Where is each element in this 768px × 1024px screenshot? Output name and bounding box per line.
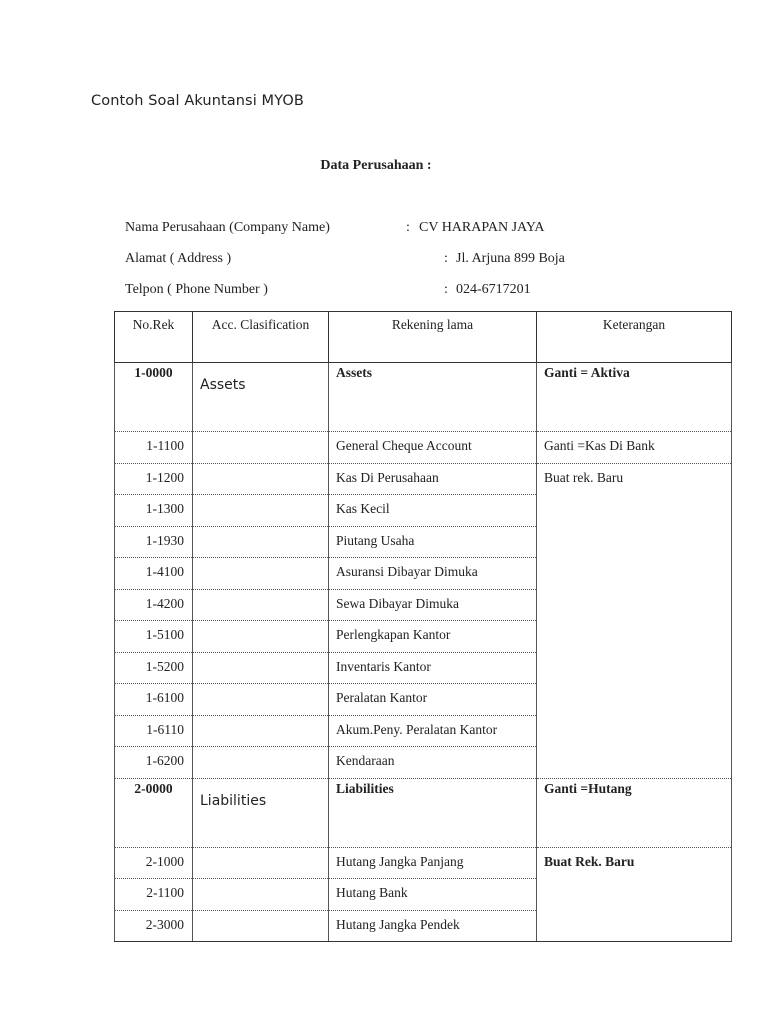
account-note: Ganti =Kas Di Bank [537, 432, 732, 464]
company-name-value: CV HARAPAN JAYA [419, 220, 545, 235]
account-old-name: Perlengkapan Kantor [329, 621, 537, 653]
header-no-rek: No.Rek [115, 312, 193, 363]
header-keterangan: Keterangan [537, 312, 732, 363]
account-old-name: Hutang Bank [329, 879, 537, 911]
table-row [115, 589, 732, 621]
account-classification [193, 621, 329, 653]
account-old-name: Hutang Jangka Pendek [329, 910, 537, 942]
account-classification [193, 558, 329, 590]
company-address-value: Jl. Arjuna 899 Boja [456, 251, 565, 266]
account-old-name: Asuransi Dibayar Dimuka [329, 558, 537, 590]
table-row [115, 715, 732, 747]
account-note [537, 621, 732, 653]
account-old-name: Kas Di Perusahaan [329, 463, 537, 495]
account-number: 1-1930 [115, 526, 193, 558]
account-number: 1-4100 [115, 558, 193, 590]
account-note: Ganti = Aktiva [537, 363, 732, 432]
account-classification [193, 879, 329, 911]
account-classification [193, 463, 329, 495]
table-row [115, 847, 732, 879]
company-phone-value: 024-6717201 [456, 282, 531, 297]
account-note [537, 910, 732, 942]
table-row [115, 432, 732, 464]
account-number: 1-1100 [115, 432, 193, 464]
account-old-name: Akum.Peny. Peralatan Kantor [329, 715, 537, 747]
account-note [537, 589, 732, 621]
account-number: 1-6200 [115, 747, 193, 779]
account-classification [193, 432, 329, 464]
company-name-colon: : [406, 220, 410, 235]
account-number: 1-1300 [115, 495, 193, 527]
company-phone-row [0, 282, 768, 302]
account-number: 1-5200 [115, 652, 193, 684]
account-number: 1-1200 [115, 463, 193, 495]
account-number: 2-0000 [115, 778, 193, 847]
account-old-name: Assets [329, 363, 537, 432]
account-number: 2-1100 [115, 879, 193, 911]
account-number: 1-5100 [115, 621, 193, 653]
account-note [537, 715, 732, 747]
account-number: 1-6110 [115, 715, 193, 747]
account-classification: Liabilities [193, 778, 329, 847]
account-classification: Assets [193, 363, 329, 432]
account-old-name: Kendaraan [329, 747, 537, 779]
table-row [115, 910, 732, 942]
account-old-name: Inventaris Kantor [329, 652, 537, 684]
account-old-name: Piutang Usaha [329, 526, 537, 558]
company-phone-label: Telpon ( Phone Number ) [125, 282, 268, 297]
account-note [537, 526, 732, 558]
company-address-row [0, 251, 768, 271]
table-row [115, 684, 732, 716]
company-address-label: Alamat ( Address ) [125, 251, 232, 266]
account-classification [193, 526, 329, 558]
account-note [537, 652, 732, 684]
account-note: Buat Rek. Baru [537, 847, 732, 879]
company-name-row [0, 220, 768, 240]
account-note [537, 495, 732, 527]
table-row [115, 879, 732, 911]
document-title: Contoh Soal Akuntansi MYOB [91, 93, 304, 109]
table-header-row [115, 312, 732, 363]
account-classification [193, 684, 329, 716]
account-classification [193, 747, 329, 779]
company-name-label: Nama Perusahaan (Company Name) [125, 220, 330, 235]
account-number: 2-1000 [115, 847, 193, 879]
account-old-name: General Cheque Account [329, 432, 537, 464]
account-note [537, 879, 732, 911]
account-number: 1-0000 [115, 363, 193, 432]
account-classification [193, 715, 329, 747]
table-row [115, 621, 732, 653]
table-row [115, 558, 732, 590]
account-classification [193, 589, 329, 621]
account-number: 2-3000 [115, 910, 193, 942]
table-row [115, 526, 732, 558]
table-group-row [115, 778, 732, 847]
account-number: 1-6100 [115, 684, 193, 716]
header-acc-clasification: Acc. Clasification [193, 312, 329, 363]
account-old-name: Sewa Dibayar Dimuka [329, 589, 537, 621]
company-phone-colon: : [444, 282, 448, 297]
section-heading: Data Perusahaan : [320, 158, 432, 173]
account-old-name: Peralatan Kantor [329, 684, 537, 716]
table-row [115, 463, 732, 495]
account-classification [193, 495, 329, 527]
account-number: 1-4200 [115, 589, 193, 621]
table-group-row [115, 363, 732, 432]
header-rekening-lama: Rekening lama [329, 312, 537, 363]
account-old-name: Kas Kecil [329, 495, 537, 527]
table-row [115, 747, 732, 779]
account-note [537, 558, 732, 590]
account-note: Ganti =Hutang [537, 778, 732, 847]
account-note: Buat rek. Baru [537, 463, 732, 495]
account-note [537, 684, 732, 716]
account-classification [193, 910, 329, 942]
company-address-colon: : [444, 251, 448, 266]
account-table [114, 311, 732, 942]
account-old-name: Hutang Jangka Panjang [329, 847, 537, 879]
account-classification [193, 652, 329, 684]
table-row [115, 652, 732, 684]
account-old-name: Liabilities [329, 778, 537, 847]
account-classification [193, 847, 329, 879]
table-row [115, 495, 732, 527]
account-note [537, 747, 732, 779]
